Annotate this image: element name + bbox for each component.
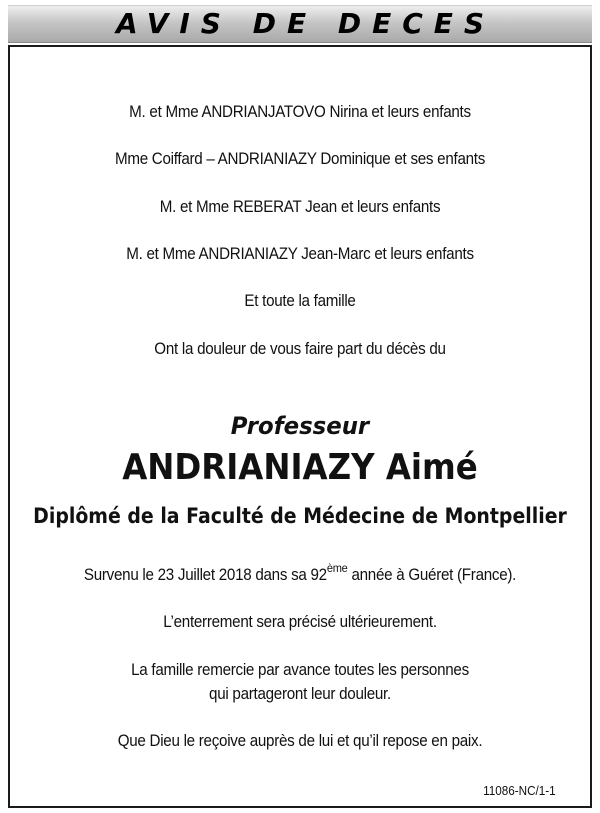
death-details-prefix: Survenu le 23 Juillet 2018 dans sa 92 (83, 566, 327, 584)
page-title: AVIS DE DECES (115, 7, 496, 40)
announcement-line: Ont la douleur de vous faire part du décès du (154, 340, 446, 358)
deceased-name: ANDRIANIAZY Aimé (122, 447, 478, 488)
death-details-suffix: année à Guéret (France). (347, 566, 517, 584)
reference-code: 11086-NC/1-1 (483, 783, 556, 798)
thanks-line-2: qui partageront leur douleur. (209, 685, 391, 703)
deceased-title: Professeur (230, 412, 370, 440)
family-line-3: M. et Mme REBERAT Jean et leurs enfants (159, 198, 441, 216)
thanks-line-1: La famille remercie par avance toutes les personnes (131, 661, 469, 679)
family-line-5: Et toute la famille (244, 292, 356, 310)
family-line-1: M. et Mme ANDRIANJATOVO Nirina et leurs enfants (129, 103, 471, 121)
prayer-line: Que Dieu le reçoive auprès de lui et qu’il repose en paix. (117, 732, 483, 750)
family-line-2: Mme Coiffard – ANDRIANIAZY Dominique et ses enfants (114, 150, 486, 168)
death-details-line (24, 561, 576, 584)
header-band (8, 5, 592, 43)
deceased-diploma: Diplômé de la Faculté de Médecine de Montpellier (33, 504, 567, 528)
burial-line: L’enterrement sera précisé ultérieurement. (163, 613, 437, 631)
death-details-superscript: ème (326, 561, 348, 575)
family-line-4: M. et Mme ANDRIANIAZY Jean-Marc et leurs enfants (126, 245, 474, 263)
